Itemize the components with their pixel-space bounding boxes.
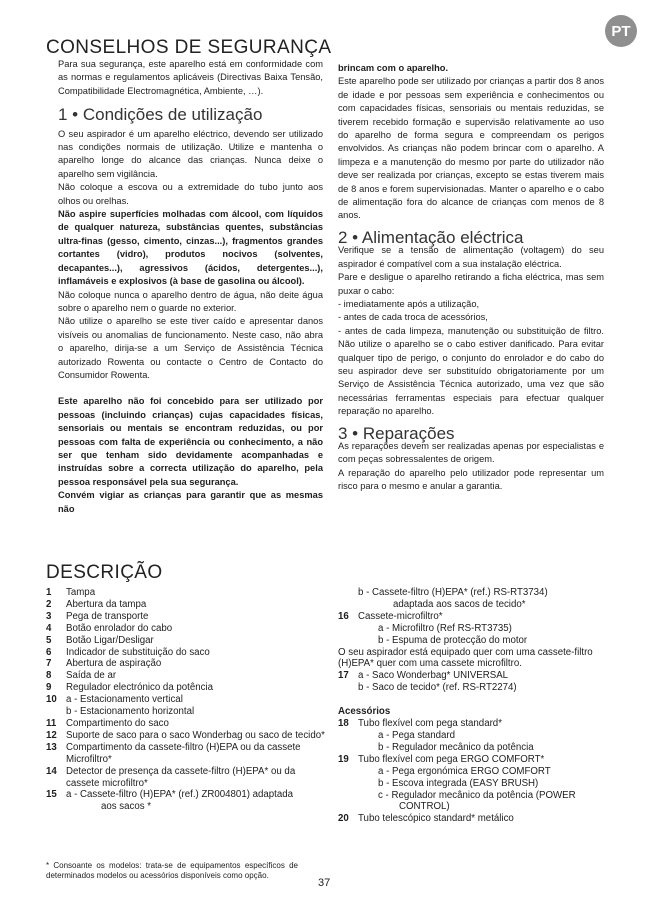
s2-paragraph-1: Verifique se a tensão de alimentação (voltagem) do seu aspirador é compatível com a sua instalação eléctrica. (338, 245, 604, 269)
safety-intro: Para sua segurança, este aparelho está em conformidade com as normas e regulamentos aplicáveis (Directivas Baixa Tensão, Compatibilidade Electromagnética, Ambiente, …). (58, 59, 323, 96)
list-item: 17 a - Saco Wonderbag* UNIVERSAL b - Saco de tecido* (ref. RS-RT2274) (338, 670, 517, 694)
list-item: 3 Pega de transporte (46, 610, 149, 622)
list-item: 11 Compartimento do saco (46, 717, 169, 729)
s1-paragraph-4: Não coloque nunca o aparelho dentro de água, não deite água sobre o aparelho nem o guarde no exterior. (58, 289, 323, 313)
list-item: 8 Saída de ar (46, 670, 117, 682)
list-item: 4 Botão enrolador do cabo (46, 622, 173, 634)
list-item: 1 Tampa (46, 587, 96, 598)
page-number: 37 (318, 877, 331, 889)
safety-left-column (58, 58, 323, 516)
list-item: 20 Tubo telescópico standard* metálico (338, 813, 514, 825)
section-1-title: 1 • Condições de utilização (58, 105, 263, 125)
s3-paragraph-2: A reparação do aparelho pelo utilizador pode representar um risco para o mesmo e anular a garantia. (338, 467, 604, 492)
s2-list-item-3: - antes de cada limpeza, manutenção ou substituição de filtro. Não utilize o aparelho se o cabo estiver danificado. Para evitar qualquer tipo de perigo, o conjunto do enrolador e do cabo do seu aspirador deve ser substituído obrigatoriamente por um Serviço de Assistência Técnica autorizado, uma vez que são necessárias ferramentas especiais para efectuar qualquer reparação no aparelho. (338, 325, 604, 417)
r-paragraph-1: brincam com o aparelho. (338, 63, 449, 73)
s2-list-item-1: - imediatamente após a utilização, (338, 298, 480, 309)
list-item: 10 a - Estacionamento vertical b - Estacionamento horizontal (46, 694, 195, 718)
s1-paragraph-7: Convém vigiar as crianças para garantir que as mesmas não (58, 490, 323, 514)
s2-list-item-2: - antes de cada troca de acessórios, (338, 312, 488, 323)
r-paragraph-2: Este aparelho pode ser utilizado por crianças a partir dos 8 anos de idade e por pessoas sem experiência e conhecimentos ou com capacidades físicas, sensoriais ou mentais reduzidas, se tiverem recebido formação e supervisão relativamente ao uso do aparelho de forma segura e compreendam os perigos envolvidos. As crianças não podem brincar com o aparelho. A limpeza e a manutenção do mesmo por parte do utilizador não deve ser realizada por crianças, excepto se estas tiverem mais de 8 anos e forem supervisionadas. Manter o aparelho e o cabo de alimentação fora do alcance de crianças com menos de 8 anos. (338, 76, 604, 221)
list-item: 13 Compartimento da cassete-filtro (H)EPA ou da cassete Microfiltro* (46, 741, 301, 765)
list-item: 14 Detector de presença da cassete-filtro (H)EPA* ou da cassete microfiltro* (46, 765, 296, 789)
s1-paragraph-1: O seu aspirador é um aparelho eléctrico, devendo ser utilizado nas condições normais de utilização. Utilize e mantenha o aparelho longe do alcance das crianças. Nunca deixe o aparelho sem vigilância. (58, 128, 323, 179)
s3-paragraph-1: As reparações devem ser realizadas apenas por especialistas e com peças sobressalentes de origem. (338, 440, 604, 465)
s2-paragraph-2: Pare e desligue o aparelho retirando a ficha eléctrica, mas sem puxar o cabo: (338, 272, 604, 296)
list-item: 7 Abertura de aspiração (46, 658, 162, 670)
list-item: 12 Suporte de saco para o saco Wonderbag ou saco de tecido* (46, 729, 325, 741)
list-item: b - Cassete-filtro (H)EPA* (ref.) RS-RT3734) adaptada aos sacos de tecido* (358, 587, 548, 610)
list-item: 16 Cassete-microfiltro* a - Microfiltro (Ref RS-RT3735) b - Espuma de protecção do motor (338, 610, 528, 646)
list-item: 15 a - Cassete-filtro (H)EPA* (ref.) ZR004801) adaptada aos sacos * (46, 789, 294, 813)
description-left-list (46, 587, 326, 813)
s1-paragraph-5: Não utilize o aparelho se este tiver caído e apresentar danos visíveis ou anomalias de funcionamento. Neste caso, não abra o aparelho, dirija-se a um Serviço de Assistência Técnica autorizado Rowenta ou contacte o Centro de Contacto do Consumidor Rowenta. (58, 316, 323, 380)
section-2-title: 2 • Alimentação eléctrica (338, 227, 524, 247)
s1-paragraph-2: Não coloque a escova ou a extremidade do tubo junto aos olhos ou orelhas. (58, 182, 323, 206)
section-3-title: 3 • Reparações (338, 423, 455, 443)
s1-paragraph-6: Este aparelho não foi concebido para ser utilizado por pessoas (incluindo crianças) cujas capacidades físicas, sensoriais ou mentais se encontram reduzidas, ou por pessoas com falta de experiência ou conhecimento, a não ser que tenham sido devidamente acompanhadas e instruídas sobre a correcta utilização do aparelho, pela pessoa responsável pela sua segurança. (58, 396, 323, 487)
description-note: O seu aspirador está equipado quer com uma cassete-filtro (H)EPA* quer com uma cassete microfiltro. (338, 646, 593, 670)
description-title: DESCRIÇÃO (46, 562, 163, 583)
language-badge: PT (605, 15, 637, 47)
list-item: 19 Tubo flexível com pega ERGO COMFORT* a - Pega ergonómica ERGO COMFORT b - Escova integrada (EASY BRUSH) c - Regulador mecânico da potência (POWER CONTROL) (338, 753, 576, 813)
footnote: * Consoante os modelos: trata-se de equipamentos específicos de determinados modelos ou acessórios disponíveis como opção. (46, 861, 298, 880)
accessories-title: Acessórios (338, 706, 391, 718)
list-item: 18 Tubo flexível com pega standard* a - Pega standard b - Regulador mecânico da potência (338, 718, 534, 753)
list-item: 5 Botão Ligar/Desligar (46, 634, 154, 646)
description-right-list (338, 587, 608, 825)
safety-right-column (338, 62, 604, 494)
safety-title: CONSELHOS DE SEGURANÇA (46, 37, 332, 58)
list-item: 9 Regulador electrónico da potência (46, 682, 214, 694)
list-item: 2 Abertura da tampa (46, 598, 147, 610)
list-item: 6 Indicador de substituição do saco (46, 646, 210, 658)
s1-paragraph-3: Não aspire superfícies molhadas com álcool, com líquidos de qualquer natureza, substâncias quentes, substâncias ultra-finas (gesso, cimento, cinzas...), fragmentos grandes cortantes (vidro), produtos nocivos (solventes, decapantes...), agressivos (ácidos, detergentes...), inflamáveis e explosivos (à base de gasolina ou álcool). (58, 209, 323, 287)
